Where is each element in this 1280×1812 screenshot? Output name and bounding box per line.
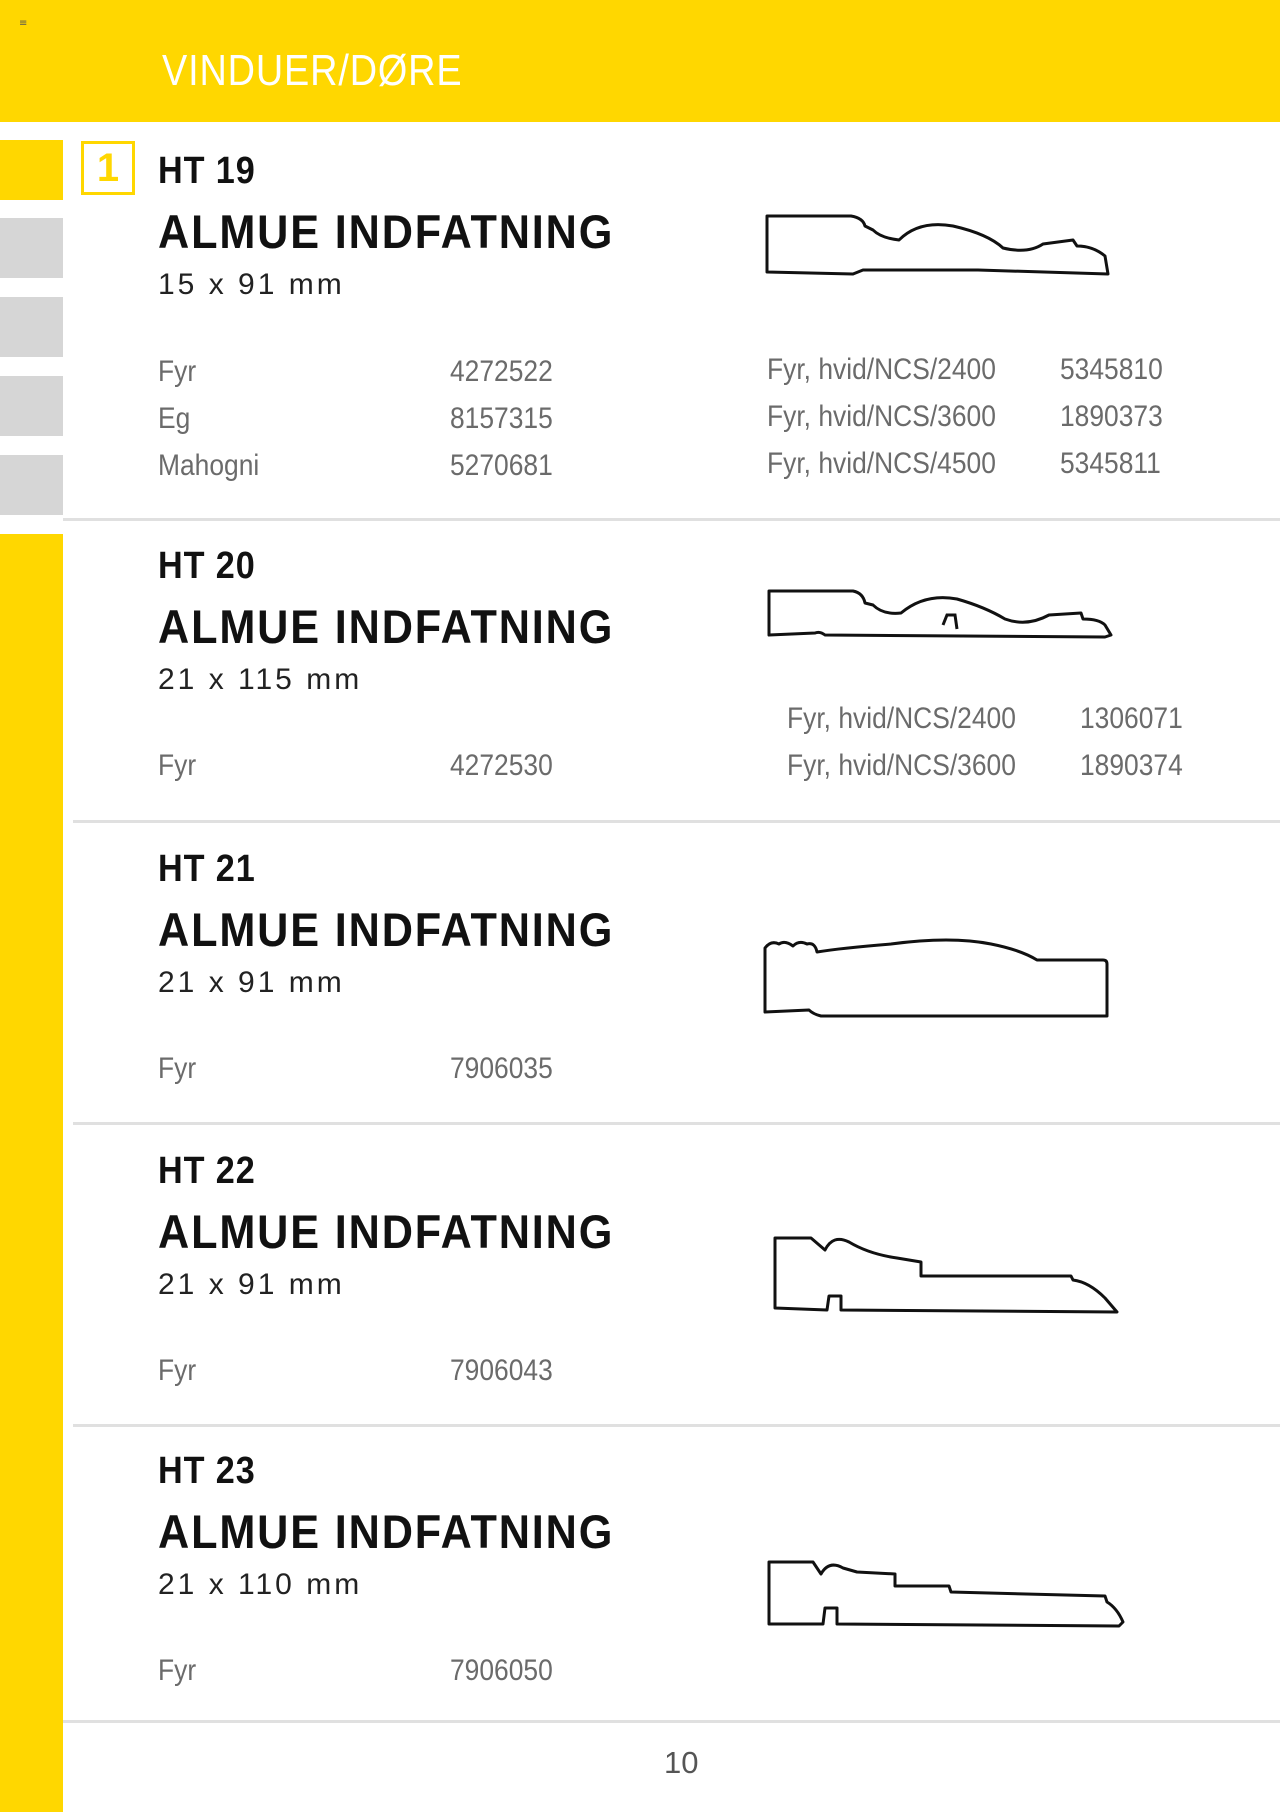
divider [63, 1720, 1280, 1723]
variant-number: 1306071 [1080, 702, 1183, 735]
sidebar-tab-active[interactable] [0, 140, 63, 200]
divider [63, 518, 1280, 521]
variant-number: 1890374 [1080, 749, 1183, 782]
product-size: 21 x 115 mm [158, 663, 363, 696]
variant-number: 5345811 [1060, 447, 1161, 480]
variant-number: 8157315 [450, 402, 553, 435]
product-name: ALMUE INDFATNING [158, 903, 615, 956]
variant-name: Mahogni [158, 449, 260, 482]
variant-name: Eg [158, 402, 191, 435]
sidebar-yellow-bar [0, 534, 63, 1812]
divider [73, 1424, 1280, 1427]
variant-name: Fyr [158, 1654, 197, 1687]
sidebar-tab-5[interactable] [0, 455, 63, 515]
profile-drawing [765, 1556, 1235, 1666]
profile-drawing [761, 938, 1231, 1048]
product-ht23 [63, 1440, 1280, 1725]
product-size: 21 x 91 mm [158, 1268, 345, 1301]
variant-number: 7906043 [450, 1354, 553, 1387]
variant-name: Fyr, hvid/NCS/2400 [767, 353, 996, 386]
product-code: HT 22 [158, 1150, 256, 1192]
product-code: HT 21 [158, 848, 256, 890]
product-name: ALMUE INDFATNING [158, 600, 615, 653]
profile-drawing [765, 585, 1235, 695]
variant-name: Fyr [158, 749, 197, 782]
product-name: ALMUE INDFATNING [158, 1505, 615, 1558]
product-code: HT 20 [158, 545, 256, 587]
section-number-badge: 1 [81, 141, 135, 195]
product-code: HT 19 [158, 150, 256, 192]
variant-number: 4272530 [450, 749, 553, 782]
sidebar-tab-3[interactable] [0, 297, 63, 357]
variant-name: Fyr, hvid/NCS/4500 [767, 447, 996, 480]
product-ht22 [63, 1140, 1280, 1425]
divider [73, 1122, 1280, 1125]
page-header [0, 0, 1280, 122]
variant-number: 7906035 [450, 1052, 553, 1085]
menu-icon[interactable]: ≡ [19, 18, 28, 29]
product-name: ALMUE INDFATNING [158, 205, 615, 258]
profile-drawing [771, 1232, 1241, 1342]
product-code: HT 23 [158, 1450, 256, 1492]
variant-name: Fyr [158, 1052, 197, 1085]
variant-number: 5345810 [1060, 353, 1163, 386]
variant-name: Fyr [158, 355, 197, 388]
profile-drawing [763, 200, 1233, 310]
product-size: 21 x 110 mm [158, 1568, 363, 1601]
sidebar-tab-4[interactable] [0, 376, 63, 436]
product-name: ALMUE INDFATNING [158, 1205, 615, 1258]
variant-name: Fyr, hvid/NCS/3600 [787, 749, 1016, 782]
product-size: 15 x 91 mm [158, 268, 345, 301]
product-ht20 [63, 535, 1280, 820]
page-title: VINDUER/DØRE [162, 46, 463, 95]
variant-number: 1890373 [1060, 400, 1163, 433]
variant-name: Fyr [158, 1354, 197, 1387]
product-ht19 [63, 140, 1280, 520]
variant-name: Fyr, hvid/NCS/3600 [767, 400, 996, 433]
product-ht21 [63, 838, 1280, 1123]
sidebar-tab-2[interactable] [0, 218, 63, 278]
divider [73, 820, 1280, 823]
product-size: 21 x 91 mm [158, 966, 345, 999]
page-number: 10 [664, 1745, 699, 1780]
variant-number: 5270681 [450, 449, 553, 482]
variant-name: Fyr, hvid/NCS/2400 [787, 702, 1016, 735]
variant-number: 4272522 [450, 355, 553, 388]
variant-number: 7906050 [450, 1654, 553, 1687]
